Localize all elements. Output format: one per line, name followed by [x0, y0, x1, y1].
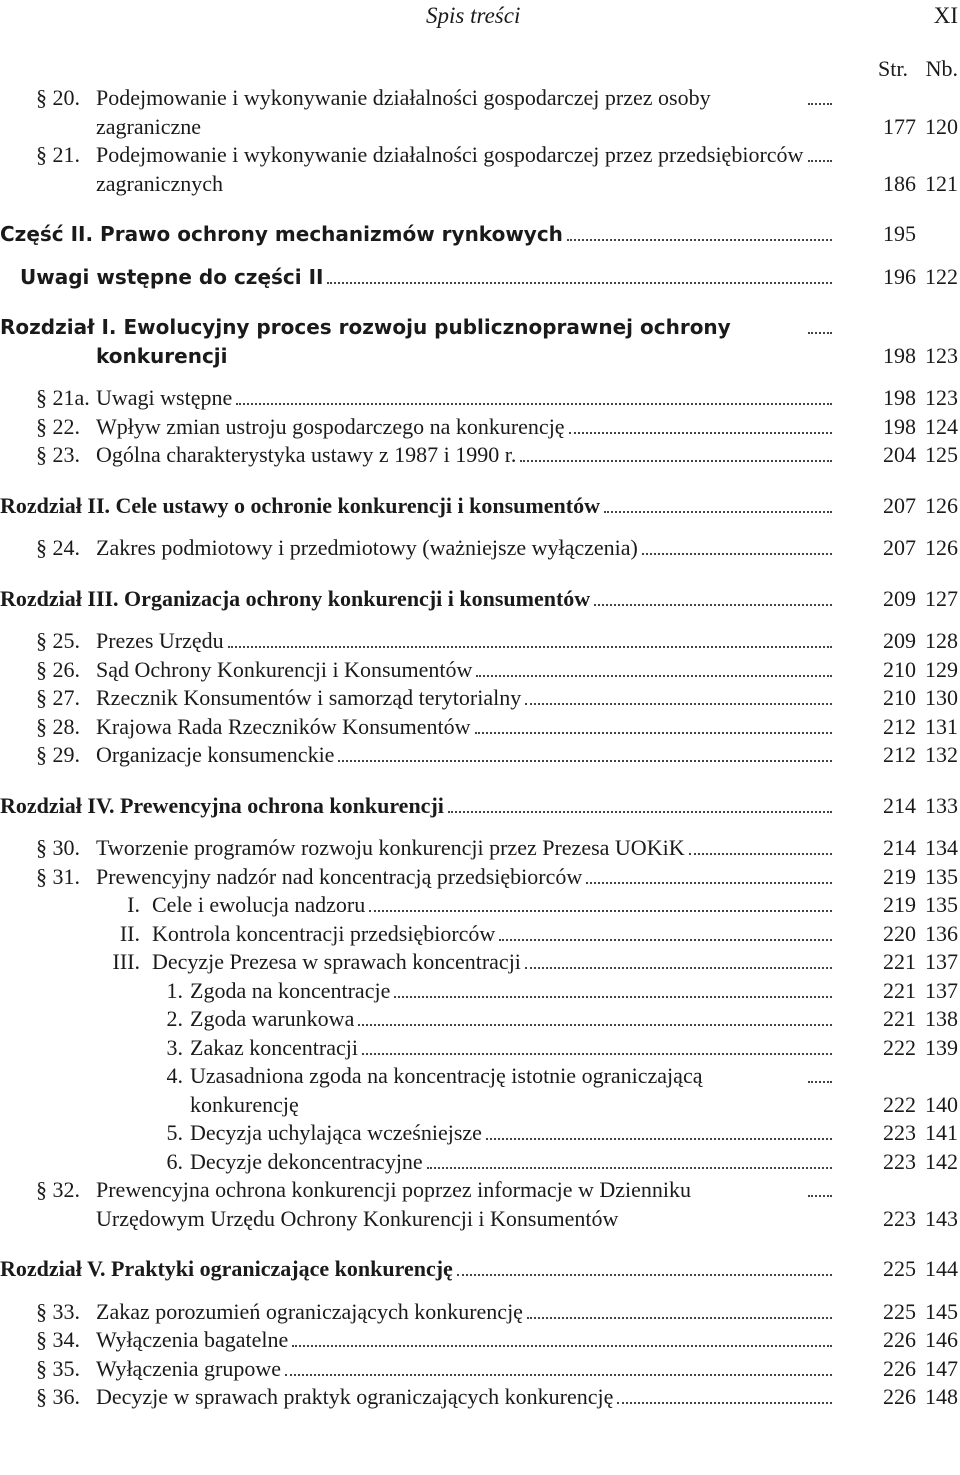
- dot-leader: [427, 1167, 832, 1169]
- entry-margin-number: 137: [925, 949, 958, 974]
- entry-title: Rozdział V. Praktyki ograniczające konkurencję: [0, 1256, 453, 1281]
- entry-page-number: 195: [883, 221, 916, 246]
- entry-margin-number: 139: [925, 1034, 958, 1060]
- entry-number: 1.: [166, 977, 183, 1003]
- entry-text-row: [0, 1355, 834, 1384]
- dot-leader: [369, 910, 832, 912]
- entry-number: § 29.: [36, 742, 80, 767]
- column-headers: [0, 56, 960, 84]
- toc-entry-p31[interactable]: [0, 863, 958, 892]
- dot-leader: [525, 967, 832, 969]
- entry-margin-number: 123: [925, 342, 958, 368]
- entry-text-row: [0, 263, 834, 292]
- entry-margin-number: 125: [925, 442, 958, 467]
- entry-title: Wyłączenia grupowe: [96, 1355, 281, 1381]
- entry-number: III.: [112, 949, 140, 974]
- entry-page-number: 209: [883, 628, 916, 653]
- entry-page-number: 212: [883, 713, 916, 739]
- entry-margin-number: 143: [925, 1205, 958, 1231]
- entry-number: 3.: [166, 1034, 183, 1060]
- spacer: [0, 1233, 960, 1255]
- entry-margin-number: 130: [925, 685, 958, 710]
- toc-entry-p21[interactable]: [0, 141, 958, 198]
- entry-title: Zakres podmiotowy i przedmiotowy (ważniejsze wyłączenia): [96, 535, 638, 560]
- entry-margin-number: 126: [925, 535, 958, 560]
- entry-margin-number: 127: [925, 585, 958, 611]
- entry-title: Organizacje konsumenckie: [96, 742, 335, 767]
- entry-page-number: 204: [883, 442, 916, 467]
- dot-leader: [327, 282, 832, 284]
- spacer: [0, 563, 960, 585]
- dot-leader: [525, 703, 832, 705]
- toc-entry-p20[interactable]: [0, 84, 958, 141]
- entry-margin-number: 121: [925, 170, 958, 196]
- entry-text-row: [0, 713, 834, 742]
- dot-leader: [604, 511, 832, 513]
- entry-margin-number: 135: [925, 863, 958, 889]
- toc-entry-p31i[interactable]: [0, 891, 958, 920]
- entry-page-number: 210: [883, 685, 916, 710]
- column-header-page: Str.: [878, 56, 908, 81]
- entry-title: Uwagi wstępne: [96, 385, 233, 410]
- entry-number: § 26.: [36, 656, 80, 682]
- entry-number: § 22.: [36, 413, 80, 439]
- entry-number: § 21a.: [36, 385, 90, 410]
- entry-number: § 32.: [36, 1177, 80, 1202]
- entry-margin-number: 140: [925, 1091, 958, 1117]
- toc-entry-p32[interactable]: [0, 1176, 958, 1233]
- entry-margin-number: 122: [925, 263, 958, 289]
- entry-margin-number: 120: [925, 113, 958, 139]
- entry-title: Wyłączenia bagatelne: [96, 1327, 289, 1352]
- entry-page-number: 221: [883, 949, 916, 974]
- entry-title: Rozdział IV. Prewencyjna ochrona konkurencji: [0, 792, 444, 818]
- toc-entry-p24[interactable]: [0, 534, 958, 563]
- dot-leader: [394, 996, 832, 998]
- entry-title: Prezes Urzędu: [96, 628, 224, 653]
- entry-margin-number: 132: [925, 742, 958, 767]
- entry-title: Prewencyjny nadzór nad koncentracją przedsiębiorców: [96, 863, 583, 889]
- entry-page-number: 221: [883, 977, 916, 1003]
- entry-margin-number: 128: [925, 628, 958, 653]
- entry-page-number: 214: [883, 792, 916, 818]
- entry-number: § 30.: [36, 835, 80, 860]
- column-header-nb: Nb.: [925, 56, 958, 81]
- dot-leader: [457, 1274, 832, 1276]
- dot-leader: [808, 332, 832, 334]
- entry-margin-number: 147: [925, 1355, 958, 1381]
- entry-page-number: 214: [883, 835, 916, 860]
- entry-title: Podejmowanie i wykonywanie działalności gospodarczej przez przedsiębiorców zagranicznych: [96, 142, 804, 196]
- entry-text-row: [0, 220, 834, 249]
- entry-margin-number: 145: [925, 1298, 958, 1324]
- entry-text-row: [0, 492, 834, 521]
- entry-number: 4.: [166, 1063, 183, 1088]
- toc-entry-uwagi2[interactable]: [0, 263, 958, 292]
- entry-title: Podejmowanie i wykonywanie działalności gospodarczej przez osoby zagraniczne: [96, 85, 711, 139]
- entry-text-row: [0, 1255, 834, 1284]
- entry-page-number: 177: [883, 113, 916, 139]
- entry-number: § 28.: [36, 713, 80, 739]
- entry-page-number: 198: [883, 385, 916, 410]
- dot-leader: [808, 160, 832, 162]
- toc-entry-p31iii5[interactable]: [0, 1119, 958, 1148]
- toc-entry-p35[interactable]: [0, 1355, 958, 1384]
- entry-title: Zgoda na koncentracje: [190, 977, 391, 1003]
- spacer: [0, 198, 960, 220]
- toc-entry-part2[interactable]: [0, 220, 916, 249]
- entry-title: Krajowa Rada Rzeczników Konsumentów: [96, 713, 471, 739]
- entry-text-row: [0, 1383, 834, 1412]
- entry-number: § 34.: [36, 1327, 80, 1352]
- dot-leader: [292, 1345, 832, 1347]
- spacer: [0, 291, 960, 313]
- spacer: [0, 1284, 960, 1298]
- spacer: [0, 820, 960, 834]
- entry-title: Uwagi wstępne do części II: [20, 264, 324, 289]
- toc-entry-p31iii3[interactable]: [0, 1034, 958, 1063]
- entry-text-row: [0, 534, 834, 563]
- dot-leader: [358, 1024, 832, 1026]
- toc-entry-p28[interactable]: [0, 713, 958, 742]
- entry-margin-number: 134: [925, 835, 958, 860]
- header-title: Spis treści: [426, 3, 521, 28]
- toc-entry-r2[interactable]: [0, 492, 958, 521]
- toc-entry-p26[interactable]: [0, 656, 958, 685]
- entry-title: Zakaz koncentracji: [190, 1034, 358, 1060]
- entry-title: Decyzje Prezesa w sprawach koncentracji: [152, 949, 521, 974]
- toc-entry-p22[interactable]: [0, 413, 958, 442]
- entry-title: Rozdział II. Cele ustawy o ochronie konkurencji i konsumentów: [0, 492, 600, 518]
- entry-margin-number: 144: [925, 1256, 958, 1281]
- entry-text-row: [0, 313, 834, 370]
- entry-margin-number: 137: [925, 977, 958, 1003]
- entry-number: 2.: [166, 1006, 183, 1031]
- entry-page-number: 219: [883, 892, 916, 917]
- entry-page-number: 226: [883, 1384, 916, 1409]
- entry-text-row: [0, 141, 834, 198]
- dot-leader: [586, 882, 832, 884]
- entry-text-row: [0, 585, 834, 614]
- entry-text-row: [0, 863, 834, 892]
- entry-number: § 25.: [36, 628, 80, 653]
- toc-entry-r3[interactable]: [0, 585, 958, 614]
- toc-entry-p36[interactable]: [0, 1383, 958, 1412]
- entry-title: Rozdział III. Organizacja ochrony konkurencji i konsumentów: [0, 585, 591, 611]
- entry-margin-number: 146: [925, 1327, 958, 1352]
- entry-margin-number: 133: [925, 792, 958, 818]
- dot-leader: [499, 939, 832, 941]
- toc-entry-r4[interactable]: [0, 792, 958, 821]
- entry-margin-number: 142: [925, 1148, 958, 1174]
- entry-margin-number: 135: [925, 892, 958, 917]
- toc-entry-p21a[interactable]: [0, 384, 958, 413]
- dot-leader: [689, 853, 832, 855]
- entry-title: Tworzenie programów rozwoju konkurencji przez Prezesa UOKiK: [96, 835, 685, 860]
- entry-page-number: 222: [883, 1091, 916, 1117]
- toc-entry-p31iii6[interactable]: [0, 1148, 958, 1177]
- entry-text-row: [0, 834, 834, 863]
- entry-page-number: 223: [883, 1120, 916, 1145]
- entry-margin-number: 148: [925, 1384, 958, 1409]
- spacer: [0, 520, 960, 534]
- dot-leader: [808, 1081, 832, 1083]
- entry-text-row: [0, 84, 834, 141]
- dot-leader: [808, 1195, 832, 1197]
- toc-entry-p30[interactable]: [0, 834, 958, 863]
- entry-text-row: [0, 684, 834, 713]
- dot-leader: [594, 604, 832, 606]
- entry-number: § 23.: [36, 442, 80, 467]
- entry-page-number: 225: [883, 1298, 916, 1324]
- dot-leader: [642, 553, 832, 555]
- entry-page-number: 212: [883, 742, 916, 767]
- entry-text-row: [0, 384, 834, 413]
- entry-title: Część II. Prawo ochrony mechanizmów rynkowych: [0, 222, 563, 246]
- toc-entry-p34[interactable]: [0, 1326, 958, 1355]
- entry-margin-number: 141: [925, 1120, 958, 1145]
- entry-title: Sąd Ochrony Konkurencji i Konsumentów: [96, 656, 473, 682]
- entry-margin-number: 129: [925, 656, 958, 682]
- entry-number: § 36.: [36, 1384, 80, 1409]
- toc-entry-p31iii[interactable]: [0, 948, 958, 977]
- entry-title: Wpływ zmian ustroju gospodarczego na konkurencję: [96, 413, 565, 439]
- dot-leader: [520, 460, 832, 462]
- dot-leader: [476, 675, 832, 677]
- entry-number: § 20.: [36, 85, 80, 110]
- entry-margin-number: 136: [925, 920, 958, 946]
- entry-text-row: [0, 656, 834, 685]
- entry-number: 6.: [166, 1148, 183, 1174]
- spacer: [0, 613, 960, 627]
- entry-page-number: 196: [883, 263, 916, 289]
- entry-margin-number: 123: [925, 385, 958, 410]
- entry-text-row: [0, 413, 834, 442]
- dot-leader: [362, 1053, 832, 1055]
- entry-page-number: 225: [883, 1256, 916, 1281]
- entry-page-number: 226: [883, 1355, 916, 1381]
- entry-text-row: [0, 627, 834, 656]
- entry-text-row: [0, 1326, 834, 1355]
- entry-page-number: 186: [883, 170, 916, 196]
- entry-number: § 24.: [36, 535, 80, 560]
- entry-title: Decyzja uchylająca wcześniejsze: [190, 1120, 482, 1145]
- spacer: [0, 370, 960, 384]
- entry-text-row: [0, 1298, 834, 1327]
- dot-leader: [486, 1138, 832, 1140]
- entry-number: 5.: [166, 1120, 183, 1145]
- toc-entry-p31iii2[interactable]: [0, 1005, 958, 1034]
- running-header: [0, 0, 960, 34]
- entry-margin-number: 138: [925, 1006, 958, 1031]
- entry-page-number: 210: [883, 656, 916, 682]
- toc-entry-p31iii4[interactable]: [0, 1062, 958, 1119]
- entry-title: Prewencyjna ochrona konkurencji poprzez informacje w Dzienniku Urzędowym Urzędu Ochrony Konkurencji i Konsumentów: [96, 1177, 691, 1231]
- dot-leader: [448, 811, 832, 813]
- entry-title: Rozdział I. Ewolucyjny proces rozwoju publicznoprawnej ochrony konkurencji: [0, 315, 731, 368]
- entry-text-row: [0, 1176, 834, 1233]
- dot-leader: [569, 432, 832, 434]
- entry-page-number: 221: [883, 1006, 916, 1031]
- entry-text-row: [0, 441, 834, 470]
- entry-page-number: 198: [883, 342, 916, 368]
- entry-margin-number: 126: [925, 492, 958, 518]
- entry-title: Ogólna charakterystyka ustawy z 1987 i 1990 r.: [96, 442, 517, 467]
- entry-page-number: 207: [883, 492, 916, 518]
- entry-page-number: 223: [883, 1205, 916, 1231]
- dot-leader: [617, 1402, 832, 1404]
- entry-margin-number: 124: [925, 413, 958, 439]
- entry-page-number: 219: [883, 863, 916, 889]
- toc-entry-p31ii[interactable]: [0, 920, 958, 949]
- entry-title: Zakaz porozumień ograniczających konkurencję: [96, 1298, 523, 1324]
- entry-title: Uzasadniona zgoda na koncentrację istotnie ograniczającą konkurencję: [190, 1063, 703, 1117]
- toc-entry-p23[interactable]: [0, 441, 958, 470]
- entry-text-row: [0, 792, 834, 821]
- header-page-number: XI: [933, 3, 958, 28]
- dot-leader: [527, 1317, 832, 1319]
- entry-title: Decyzje w sprawach praktyk ograniczających konkurencję: [96, 1384, 614, 1409]
- dot-leader: [285, 1374, 832, 1376]
- toc-entries: [0, 84, 960, 1412]
- entry-number: § 21.: [36, 142, 80, 167]
- spacer: [0, 770, 960, 792]
- entry-page-number: 207: [883, 535, 916, 560]
- entry-page-number: 223: [883, 1148, 916, 1174]
- dot-leader: [808, 103, 832, 105]
- entry-title: Decyzje dekoncentracyjne: [190, 1148, 423, 1174]
- spacer: [0, 249, 960, 263]
- entry-margin-number: 131: [925, 713, 958, 739]
- table-of-contents: [0, 56, 960, 1412]
- toc-entry-p31iii1[interactable]: [0, 977, 958, 1006]
- toc-entry-r5[interactable]: [0, 1255, 958, 1284]
- dot-leader: [475, 732, 832, 734]
- dot-leader: [236, 403, 832, 405]
- toc-entry-p29[interactable]: [0, 741, 958, 770]
- toc-entry-p33[interactable]: [0, 1298, 958, 1327]
- dot-leader: [338, 760, 832, 762]
- spacer: [0, 470, 960, 492]
- entry-page-number: 220: [883, 920, 916, 946]
- entry-page-number: 198: [883, 413, 916, 439]
- entry-number: I.: [127, 892, 140, 917]
- toc-entry-p25[interactable]: [0, 627, 958, 656]
- entry-title: Rzecznik Konsumentów i samorząd terytorialny: [96, 685, 522, 710]
- entry-number: § 33.: [36, 1298, 80, 1324]
- entry-title: Kontrola koncentracji przedsiębiorców: [152, 920, 496, 946]
- entry-number: II.: [119, 920, 140, 946]
- toc-entry-r1[interactable]: [0, 313, 958, 370]
- dot-leader: [567, 239, 832, 241]
- entry-number: § 27.: [36, 685, 80, 710]
- entry-number: § 35.: [36, 1355, 80, 1381]
- toc-entry-p27[interactable]: [0, 684, 958, 713]
- entry-page-number: 226: [883, 1327, 916, 1352]
- entry-page-number: 209: [883, 585, 916, 611]
- entry-title: Cele i ewolucja nadzoru: [152, 892, 366, 917]
- entry-title: Zgoda warunkowa: [190, 1006, 355, 1031]
- entry-text-row: [0, 741, 834, 770]
- entry-page-number: 222: [883, 1034, 916, 1060]
- entry-number: § 31.: [36, 863, 80, 889]
- dot-leader: [228, 646, 832, 648]
